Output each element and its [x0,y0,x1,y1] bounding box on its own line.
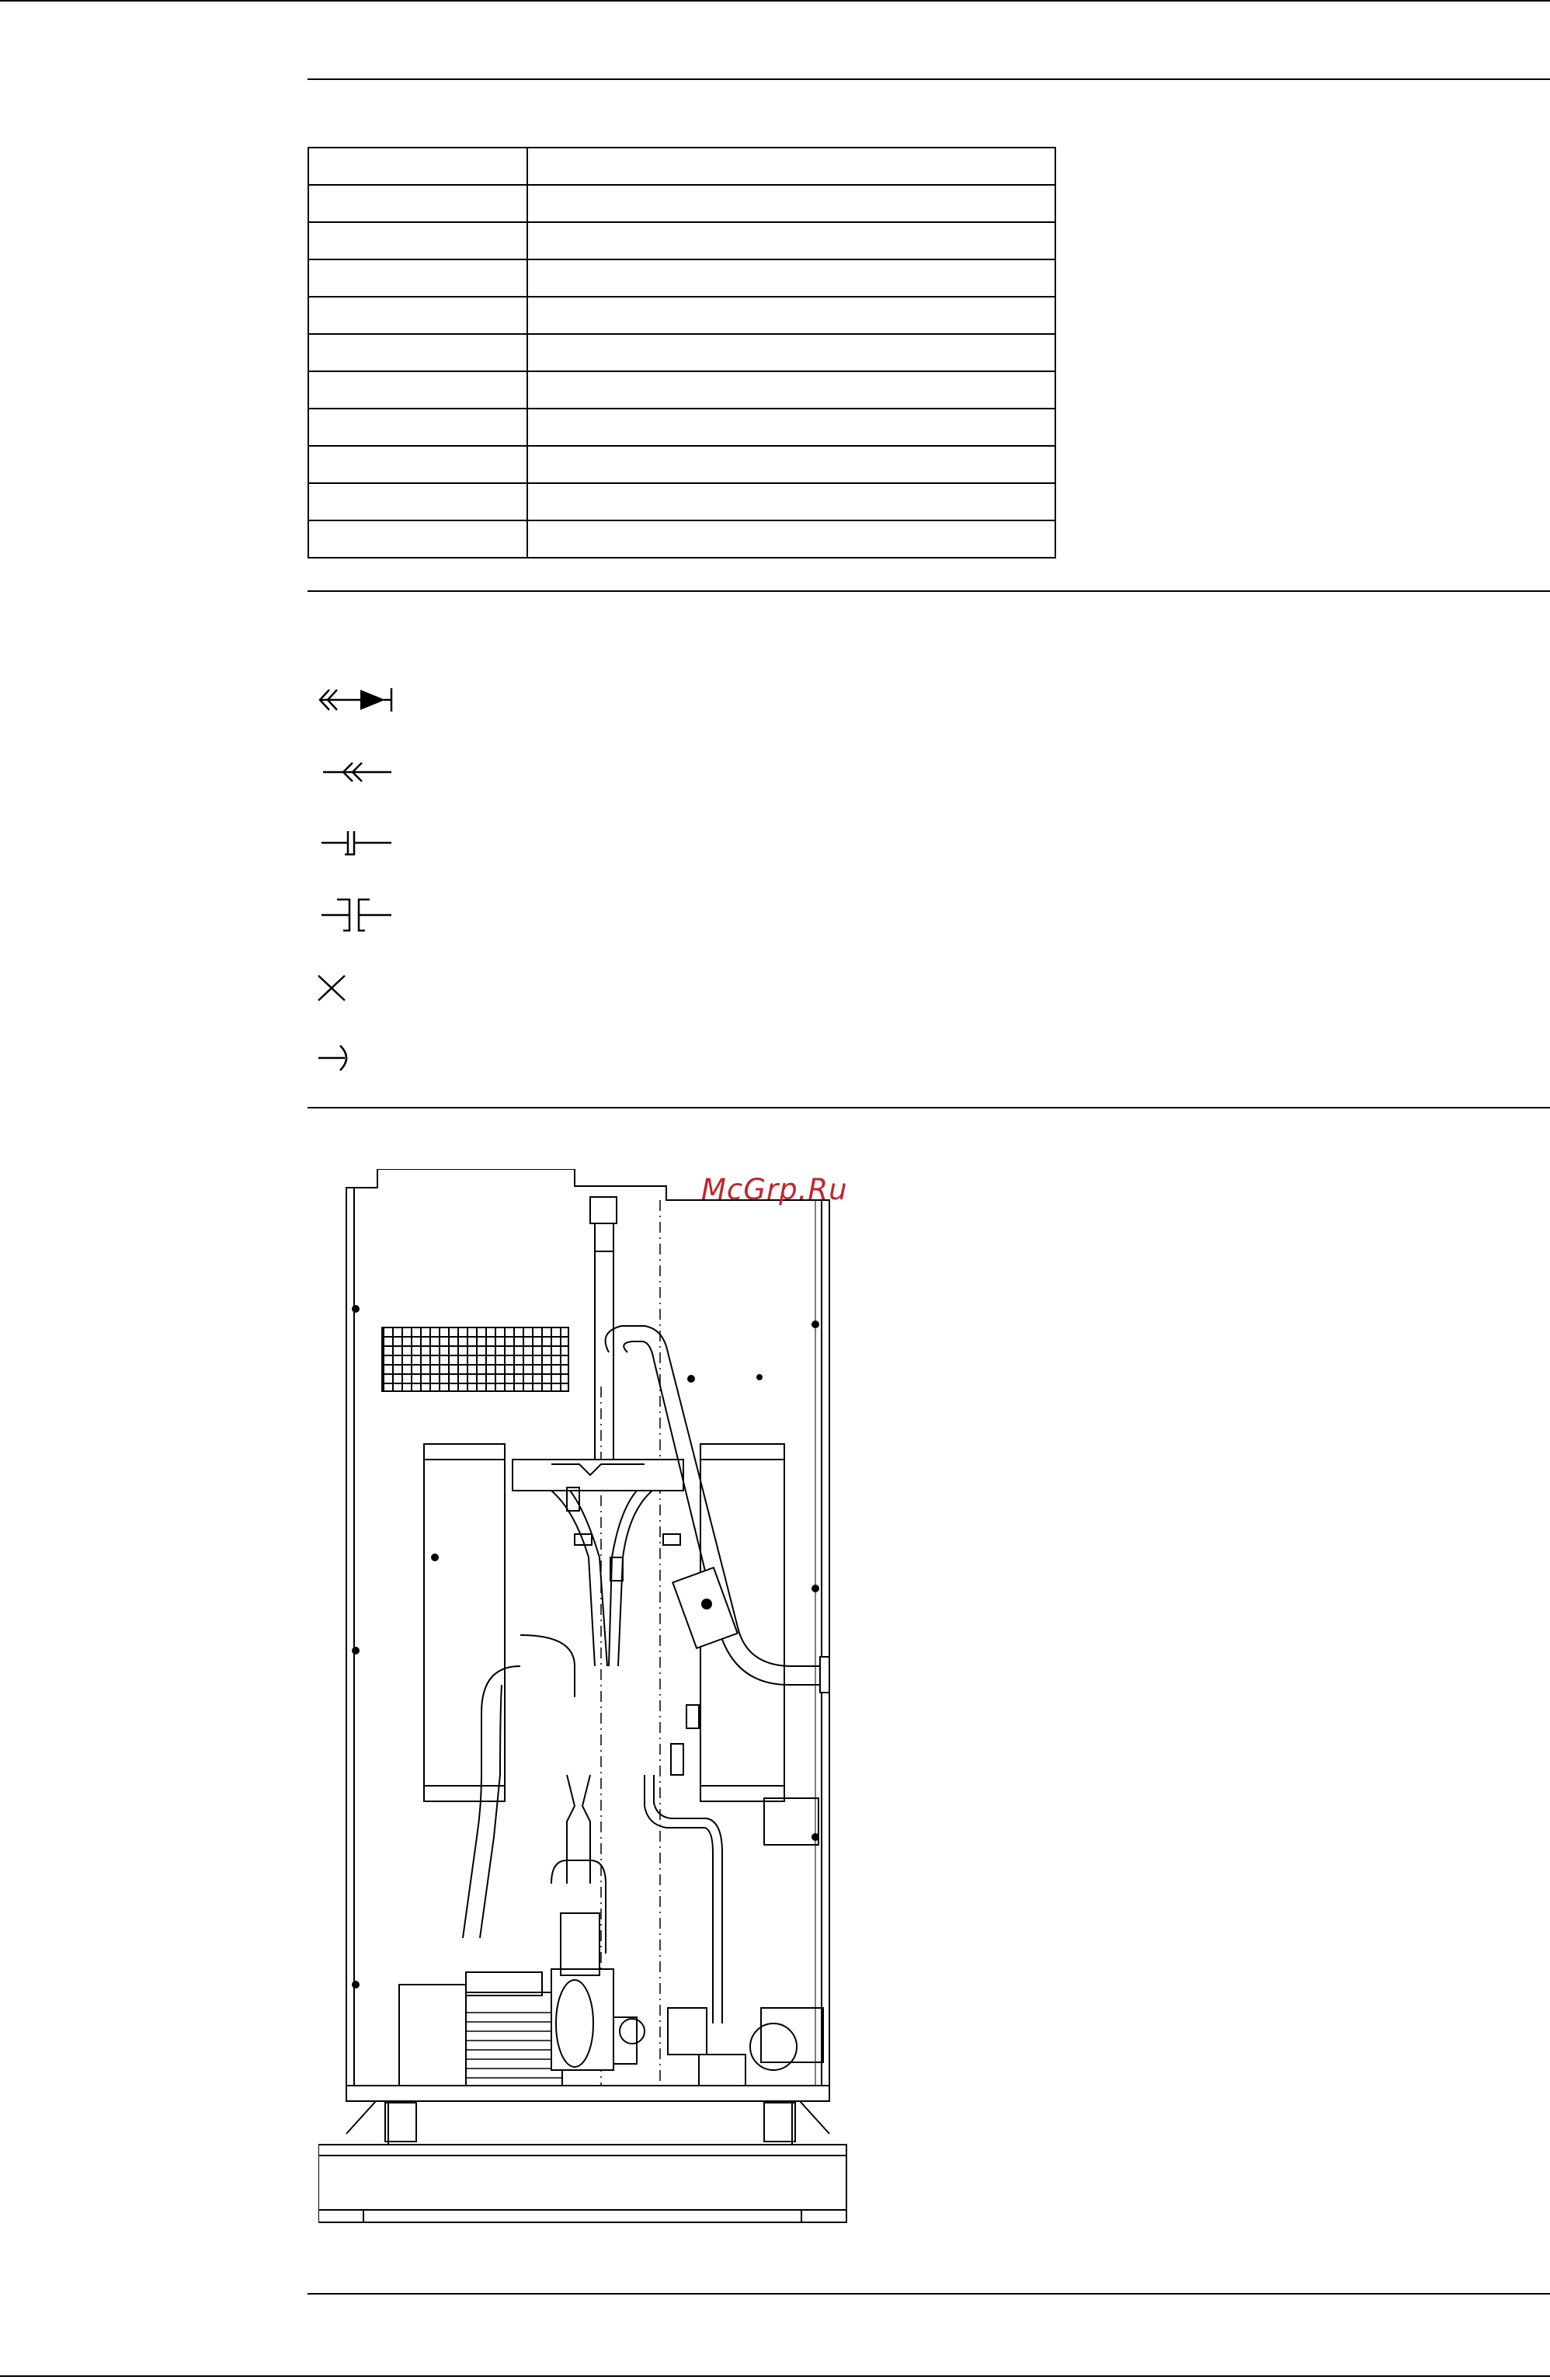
table-cell-label [308,520,527,558]
page-top-border [0,0,1550,2]
double-connection-symbol [314,895,399,935]
table-cell-value [527,297,1055,334]
single-connection-symbol [314,823,399,862]
spec-table [308,147,1056,558]
table-cell-value [527,148,1055,185]
section-rule-3 [308,1107,1550,1108]
table-row [308,222,1055,259]
table-cell-label [308,297,527,334]
table-cell-value [527,520,1055,558]
table-row [308,520,1055,558]
flow-check-valve-symbol [314,680,415,719]
table-cell-value [527,185,1055,222]
table-row [308,297,1055,334]
table-row [308,334,1055,371]
table-row [308,409,1055,446]
section-rule-4 [308,2293,1550,2295]
flow-direction-symbol [314,755,399,789]
watermark-text: McGrp.Ru [701,1173,848,1206]
page-bottom-border [0,2375,1550,2377]
unit-interior-drawing [318,1169,878,2272]
table-cell-value [527,259,1055,297]
table-cell-label [308,334,527,371]
table-cell-label [308,483,527,520]
table-cell-label [308,371,527,409]
cross-symbol [314,971,353,1005]
table-cell-value [527,371,1055,409]
table-cell-label [308,409,527,446]
table-row [308,371,1055,409]
table-cell-label [308,259,527,297]
table-cell-value [527,446,1055,483]
table-cell-label [308,148,527,185]
pipe-end-symbol [314,1041,360,1075]
table-cell-value [527,483,1055,520]
section-rule-2 [308,590,1550,592]
table-cell-label [308,185,527,222]
table-row [308,185,1055,222]
table-row [308,148,1055,185]
section-rule-1 [308,78,1550,80]
table-cell-value [527,409,1055,446]
table-row [308,446,1055,483]
table-cell-label [308,222,527,259]
table-cell-value [527,334,1055,371]
table-row [308,259,1055,297]
table-cell-value [527,222,1055,259]
table-cell-label [308,446,527,483]
table-row [308,483,1055,520]
